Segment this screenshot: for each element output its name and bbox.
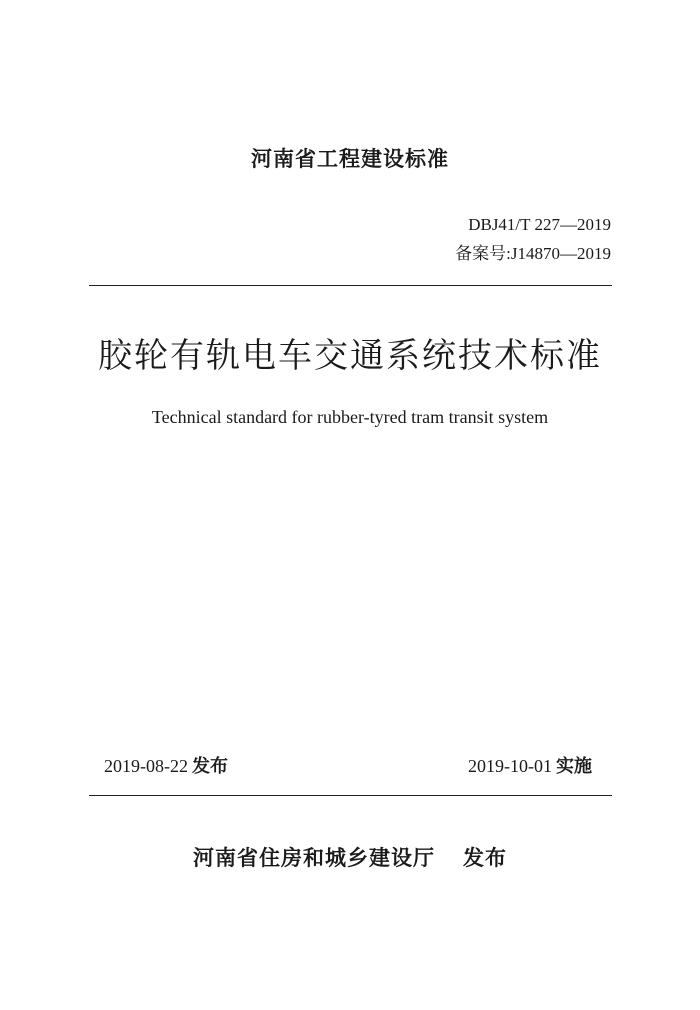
top-divider [89, 285, 612, 286]
publisher-line [0, 842, 700, 872]
document-title-english: Technical standard for rubber-tyred tram transit system [151, 407, 549, 427]
issue-date: 2019-08-22 [104, 756, 188, 776]
implementation-label: 实施 [556, 756, 592, 777]
bottom-divider [89, 795, 612, 796]
publisher-name: 河南省住房和城乡建设厅 [193, 846, 435, 870]
issue-date-block [104, 752, 228, 778]
implementation-date-block [468, 752, 592, 778]
standard-number: DBJ41/T 227—2019 [468, 215, 611, 234]
implementation-date: 2019-10-01 [468, 756, 552, 776]
issue-label: 发布 [192, 756, 228, 777]
series-title: 河南省工程建设标准 [251, 147, 449, 171]
document-title-chinese: 胶轮有轨电车交通系统技术标准 [98, 338, 602, 375]
record-number: 备案号:J14870—2019 [455, 244, 611, 263]
publish-label: 发布 [463, 846, 507, 870]
